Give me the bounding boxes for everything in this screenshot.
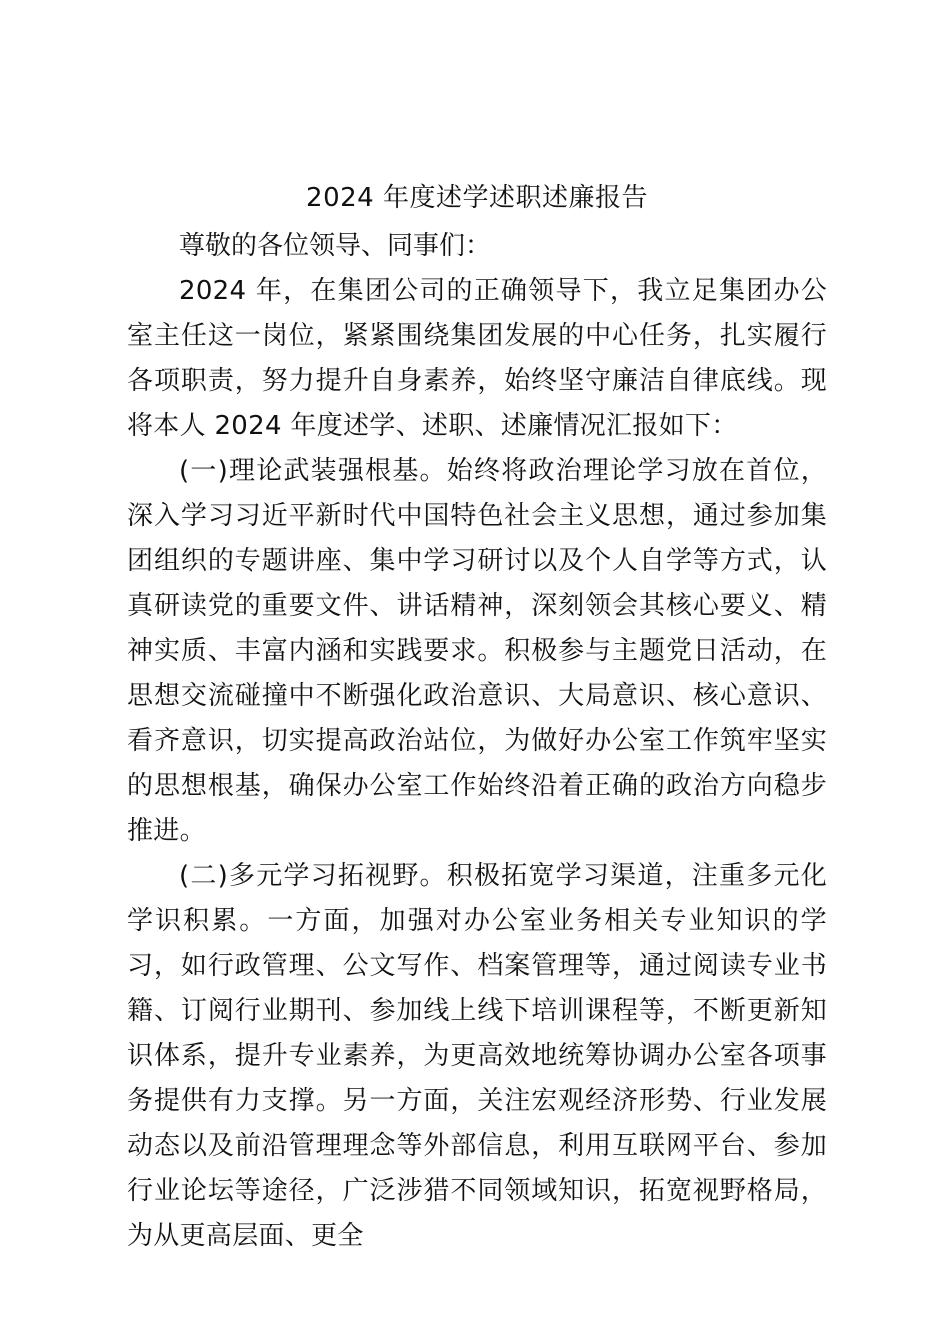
paragraph-intro: 2024 年，在集团公司的正确领导下，我立足集团办公室主任这一岗位，紧紧围绕集团发展的中心任务，扎实履行各项职责，努力提升自身素养，始终坚守廉洁自律底线。现将本人 2024 年度述学、述职、述廉情况汇报如下： xyxy=(127,276,827,441)
paragraph-learning: (二)多元学习拓视野。积极拓宽学习渠道，注重多元化学识积累。一方面，加强对办公室业务相关专业知识的学习，如行政管理、公文写作、档案管理等，通过阅读专业书籍、订阅行业期刊、参加线上线下培训课程等，不断更新知识体系，提升专业素养，为更高效地统筹协调办公室各项事务提供有力支撑。另一方面，关注宏观经济形势、行业发展动态以及前沿管理理念等外部信息，利用互联网平台、参加行业论坛等途径，广泛涉猎不同领域知识，拓宽视野格局，为从更高层面、更全 xyxy=(127,861,827,1251)
paragraph-theory: (一)理论武装强根基。始终将政治理论学习放在首位，深入学习习近平新时代中国特色社会主义思想，通过参加集团组织的专题讲座、集中学习研讨以及个人自学等方式，认真研读党的重要文件、讲话精神，深刻领会其核心要义、精神实质、丰富内涵和实践要求。积极参与主题党日活动，在思想交流碰撞中不断强化政治意识、大局意识、核心意识、看齐意识，切实提高政治站位，为做好办公室工作筑牢坚实的思想根基，确保办公室工作始终沿着正确的政治方向稳步推进。 xyxy=(127,456,827,846)
document-title: 2024 年度述学述职述廉报告 xyxy=(306,183,648,213)
document-page xyxy=(127,176,827,1259)
greeting: 尊敬的各位领导、同事们： xyxy=(179,231,492,261)
